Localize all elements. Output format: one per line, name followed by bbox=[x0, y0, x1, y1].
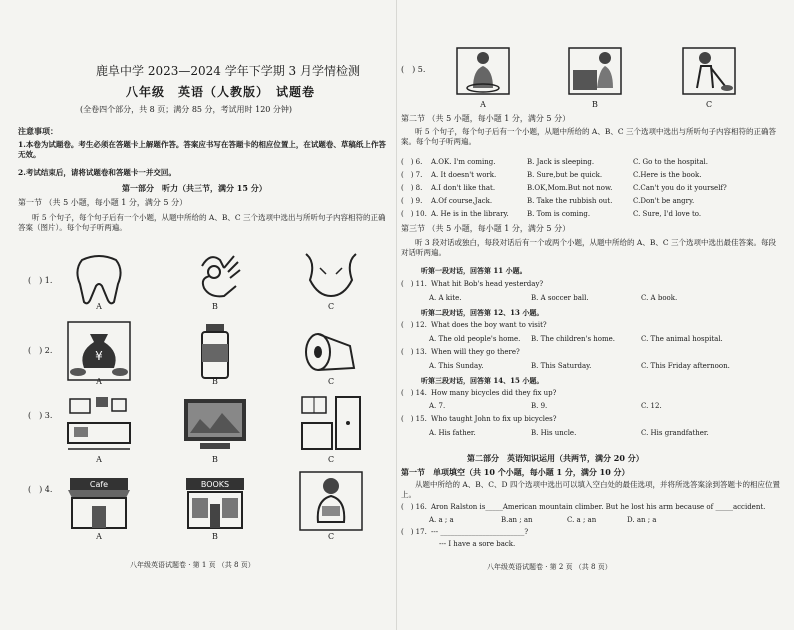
option-a[interactable]: A.Of course,Jack. bbox=[431, 197, 493, 205]
option-b-label: B bbox=[212, 455, 218, 464]
exam-title: 鹿阜中学 2023—2024 学年下学期 3 月学情检测 bbox=[96, 64, 360, 78]
sore-neck-picture[interactable] bbox=[296, 246, 366, 308]
question-17-number: ( ) 17. bbox=[401, 528, 427, 536]
question-13-text: When will they go there? bbox=[431, 348, 520, 356]
ok-hand-gesture-picture[interactable] bbox=[180, 246, 250, 308]
question-4-number: ( ) 4. bbox=[28, 485, 53, 494]
bedroom-picture[interactable] bbox=[64, 393, 134, 455]
question-7-number: ( ) 7. bbox=[401, 171, 423, 179]
option-a[interactable]: A. This Sunday. bbox=[429, 362, 484, 370]
question-6-number: ( ) 6. bbox=[401, 158, 423, 166]
option-b[interactable]: B. His uncle. bbox=[531, 429, 577, 437]
question-17-response: --- I have a sore back. bbox=[439, 540, 516, 548]
option-b[interactable]: B. Jack is sleeping. bbox=[527, 158, 595, 166]
option-b[interactable]: B. This Saturday. bbox=[531, 362, 592, 370]
page-footer: 八年级英语试题卷 · 第 2 页 （共 8 页） bbox=[487, 563, 612, 571]
option-b[interactable]: B.OK,Mom.But not now. bbox=[527, 184, 613, 192]
option-a[interactable]: A. His father. bbox=[429, 429, 476, 437]
question-5-number: ( ) 5. bbox=[401, 65, 426, 74]
section2-instructions: 听 5 个句子，每个句子后有一个小题，从题中所给的 A、B、C 三个选项中选出与所听句子内容相符的正确答案。每个句子听两遍。 bbox=[401, 127, 776, 146]
option-a-label: A bbox=[96, 532, 102, 541]
question-9-number: ( ) 9. bbox=[401, 197, 423, 205]
question-15-text: Who taught John to fix up bicycles? bbox=[431, 415, 557, 423]
question-14-number: ( ) 14. bbox=[401, 389, 427, 397]
part2-instructions: 从题中所给的 A、B、C、D 四个选项中选出可以填入空白处的最佳选项，并将所选答案涂到答题卡的相应位置上。 bbox=[401, 480, 780, 499]
option-a-label: A bbox=[96, 302, 102, 311]
option-b-label: B bbox=[212, 377, 218, 386]
toilet-paper-picture[interactable] bbox=[296, 320, 366, 382]
option-c-label: C bbox=[327, 455, 335, 464]
option-b[interactable]: B. Tom is coming. bbox=[527, 210, 591, 218]
section1-heading: 第一节 （共 5 小题，每小题 1 分，满分 5 分） bbox=[18, 198, 188, 207]
boy-reading-picture[interactable] bbox=[296, 470, 366, 532]
option-a[interactable]: A. It doesn't work. bbox=[431, 171, 497, 179]
tooth-picture[interactable] bbox=[64, 248, 134, 310]
cafe-sign: Cafe bbox=[89, 480, 109, 489]
option-a[interactable]: A. 7. bbox=[429, 402, 446, 410]
money-bag-picture[interactable] bbox=[64, 320, 134, 382]
option-a[interactable]: A. He is in the library. bbox=[431, 210, 509, 218]
television-picture[interactable] bbox=[180, 393, 250, 455]
question-12-text: What does the boy want to visit? bbox=[431, 321, 547, 329]
note-1: 1.本卷为试题卷。考生必须在答题卡上解题作答。答案应书写在答题卡的相应位置上，在试题卷、草稿纸上作答无效。 bbox=[18, 140, 386, 159]
option-a[interactable]: A. A kite. bbox=[429, 294, 462, 302]
boy-washing-clothes-picture[interactable] bbox=[455, 46, 511, 96]
question-2-number: ( ) 2. bbox=[28, 346, 53, 355]
option-c[interactable]: C. His grandfather. bbox=[641, 429, 709, 437]
option-c[interactable]: C.Don't be angry. bbox=[633, 197, 695, 205]
part1-heading: 第一部分 听力（共三节，满分 15 分） bbox=[122, 183, 267, 193]
option-b[interactable]: B. Sure,but be quick. bbox=[527, 171, 603, 179]
medicine-bottle-picture[interactable] bbox=[180, 320, 250, 382]
option-c[interactable]: C. Sure, I'd love to. bbox=[633, 210, 702, 218]
note-2: 2.考试结束后，请将试题卷和答题卡一并交回。 bbox=[18, 168, 176, 177]
question-17-text: --- ________________________? bbox=[431, 528, 529, 536]
part2-section1-heading: 第一节 单项填空（共 10 个小题，每小题 1 分，满分 10 分） bbox=[401, 467, 630, 477]
exam-info: (全卷四个部分，共 8 页；满分 85 分，考试用时 120 分钟) bbox=[80, 105, 293, 114]
option-b[interactable]: B. A soccer ball. bbox=[531, 294, 589, 302]
cafe-picture[interactable] bbox=[64, 470, 134, 532]
option-c[interactable]: C. Go to the hospital. bbox=[633, 158, 709, 166]
option-b[interactable]: B. The children's home. bbox=[531, 335, 615, 343]
option-a[interactable]: A. a ; a bbox=[429, 516, 454, 524]
bookstore-picture[interactable] bbox=[180, 470, 250, 532]
section3-instructions: 听 3 段对话或独白，每段对话后有一个或两个小题，从题中所给的 A、B、C 三个选项中选出最佳答案。每段对话听两遍。 bbox=[401, 238, 776, 257]
option-c[interactable]: C. a ; an bbox=[567, 516, 597, 524]
part2-heading: 第二部分 英语知识运用（共两节，满分 20 分） bbox=[467, 453, 644, 463]
section2-heading: 第二节 （共 5 小题，每小题 1 分，满分 5 分） bbox=[401, 114, 571, 123]
kitchen-picture[interactable] bbox=[296, 393, 366, 455]
option-a[interactable]: A.I don't like that. bbox=[431, 184, 496, 192]
option-c-label: C bbox=[327, 302, 335, 311]
question-14-text: How many bicycles did they fix up? bbox=[431, 389, 557, 397]
notes-heading: 注意事项： bbox=[18, 126, 58, 136]
question-13-number: ( ) 13. bbox=[401, 348, 427, 356]
question-16-number: ( ) 16. bbox=[401, 503, 427, 511]
option-a-label: A bbox=[480, 100, 486, 109]
question-1-number: ( ) 1. bbox=[28, 276, 53, 285]
option-a[interactable]: A. The old people's home. bbox=[429, 335, 521, 343]
option-b-label: B bbox=[212, 302, 218, 311]
option-b[interactable]: B. 9. bbox=[531, 402, 548, 410]
page-footer: 八年级英语试题卷 · 第 1 页 （共 8 页） bbox=[130, 561, 255, 569]
question-12-number: ( ) 12. bbox=[401, 321, 427, 329]
option-c[interactable]: C. 12. bbox=[641, 402, 662, 410]
option-c-label: C bbox=[327, 377, 335, 386]
question-16-text: Aron Ralston is_____American mountain climber. But he lost his arm because of _____accident. bbox=[431, 503, 766, 511]
dialog-2-heading: 听第二段对话，回答第 12、13 小题。 bbox=[421, 308, 544, 317]
section1-instructions: 听 5 个句子，每个句子后有一个小题，从题中所给的 A、B、C 三个选项中选出与所听句子内容相符的正确答案（图片）。每个句子听两遍。 bbox=[18, 213, 386, 232]
bookstore-sign: BOOKS bbox=[200, 480, 230, 489]
option-b[interactable]: B.an ; an bbox=[501, 516, 533, 524]
option-d[interactable]: D. an ; a bbox=[627, 516, 657, 524]
option-c-label: C bbox=[705, 100, 713, 109]
option-a-label: A bbox=[96, 455, 102, 464]
question-11-number: ( ) 11. bbox=[401, 280, 427, 288]
question-3-number: ( ) 3. bbox=[28, 411, 53, 420]
girl-sweeping-floor-picture[interactable] bbox=[681, 46, 737, 96]
option-b[interactable]: B. Take the rubbish out. bbox=[527, 197, 613, 205]
dialog-3-heading: 听第三段对话，回答第 14、15 小题。 bbox=[421, 376, 544, 385]
option-b-label: B bbox=[212, 532, 218, 541]
option-c-label: C bbox=[327, 532, 335, 541]
option-c[interactable]: C. A book. bbox=[641, 294, 678, 302]
svg-text:¥: ¥ bbox=[95, 349, 103, 363]
option-c[interactable]: C.Can't you do it yourself? bbox=[633, 184, 727, 192]
option-b-label: B bbox=[592, 100, 598, 109]
option-c[interactable]: C. The animal hospital. bbox=[641, 335, 723, 343]
option-c[interactable]: C. This Friday afternoon. bbox=[641, 362, 730, 370]
question-15-number: ( ) 15. bbox=[401, 415, 427, 423]
option-c[interactable]: C.Here is the book. bbox=[633, 171, 702, 179]
option-a[interactable]: A.OK. I'm coming. bbox=[431, 158, 496, 166]
boy-cooking-picture[interactable] bbox=[567, 46, 623, 96]
page-2 bbox=[397, 0, 794, 630]
dialog-1-heading: 听第一段对话，回答第 11 小题。 bbox=[421, 266, 527, 275]
question-8-number: ( ) 8. bbox=[401, 184, 423, 192]
question-11-text: What hit Bob's head yesterday? bbox=[431, 280, 544, 288]
option-a-label: A bbox=[96, 377, 102, 386]
exam-subtitle-grade: 八年级 英语（人教版） 试题卷 bbox=[126, 85, 316, 99]
section3-heading: 第三节 （共 5 小题，每小题 1 分，满分 5 分） bbox=[401, 224, 571, 233]
question-10-number: ( ) 10. bbox=[401, 210, 427, 218]
